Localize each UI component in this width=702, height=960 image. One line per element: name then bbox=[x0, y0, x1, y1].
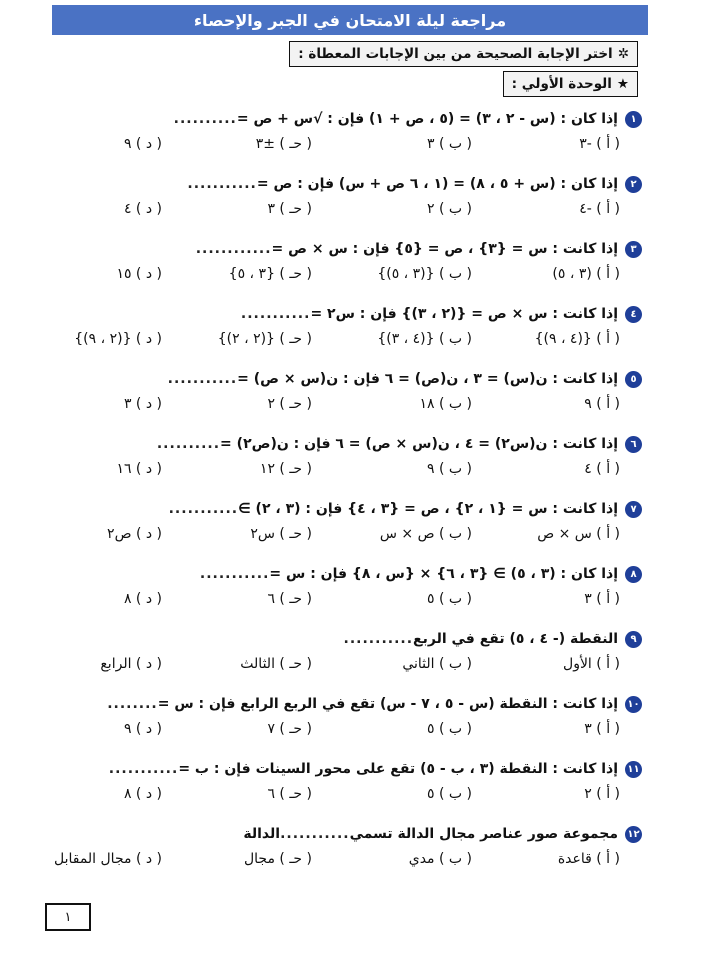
option-a[interactable]: ( أ ) س × ص bbox=[537, 526, 620, 542]
answer-blank: ........... bbox=[199, 566, 270, 582]
options-row bbox=[40, 461, 642, 489]
question-number: ٨ bbox=[625, 566, 642, 583]
question-tail: الدالة bbox=[243, 826, 281, 842]
option-b[interactable]: ( ب ) ٥ bbox=[427, 786, 472, 802]
options-row bbox=[40, 331, 642, 359]
option-a[interactable]: ( أ ) ٣ bbox=[584, 721, 620, 737]
question-text: مجموعة صور عناصر مجال الدالة تسمي bbox=[349, 826, 618, 842]
answer-blank: ............ bbox=[195, 241, 272, 257]
question-7 bbox=[40, 498, 642, 554]
option-d[interactable]: ( د ) مجال المقابل bbox=[53, 851, 162, 867]
option-b[interactable]: ( ب ) ٥ bbox=[427, 591, 472, 607]
option-d[interactable]: ( د ) ٣ bbox=[123, 396, 162, 412]
answer-blank: ........ bbox=[107, 696, 158, 712]
options-row bbox=[40, 656, 642, 684]
question-9 bbox=[40, 628, 642, 684]
options-row bbox=[40, 396, 642, 424]
question-6 bbox=[40, 433, 642, 489]
question-number: ١ bbox=[625, 111, 642, 128]
option-a[interactable]: ( أ ) -٤ bbox=[579, 201, 620, 217]
options-row bbox=[40, 266, 642, 294]
options-row bbox=[40, 136, 642, 164]
option-a[interactable]: ( أ ) الأول bbox=[563, 656, 620, 672]
option-c[interactable]: ( حـ ) مجال bbox=[243, 851, 312, 867]
option-b[interactable]: ( ب ) ص × س bbox=[379, 526, 472, 542]
option-c[interactable]: ( حـ ) ٦ bbox=[267, 591, 312, 607]
option-a[interactable]: ( أ ) -٣ bbox=[579, 136, 620, 152]
question-1 bbox=[40, 108, 642, 164]
question-number: ٥ bbox=[625, 371, 642, 388]
option-b[interactable]: ( ب ) ٥ bbox=[427, 721, 472, 737]
question-text: النقطة (- ٤ ، ٥) تقع في الربع bbox=[413, 631, 618, 647]
question-2 bbox=[40, 173, 642, 229]
question-10 bbox=[40, 693, 642, 749]
question-number: ١٢ bbox=[625, 826, 642, 843]
unit-text: الوحدة الأولي : bbox=[511, 76, 612, 92]
page-number: ١ bbox=[45, 903, 91, 931]
question-text: إذا كانت : ن(س) = ٣ ، ن(ص) = ٦ فإن : ن(س × ص) = bbox=[237, 371, 618, 387]
option-d[interactable]: ( د ) ٩ bbox=[123, 721, 162, 737]
option-c[interactable]: ( حـ ) س٢ bbox=[250, 526, 312, 542]
answer-blank: ........... bbox=[108, 761, 179, 777]
answer-blank: ........... bbox=[280, 826, 350, 842]
question-text: إذا كانت : س = {٣} ، ص = {٥} فإن : س × ص = bbox=[271, 241, 618, 257]
option-c[interactable]: ( حـ ) {(٢ ، ٢)} bbox=[217, 331, 312, 347]
question-12 bbox=[40, 823, 642, 879]
question-4 bbox=[40, 303, 642, 359]
option-d[interactable]: ( د ) ٨ bbox=[123, 786, 162, 802]
question-text: إذا كان : (٣ ، ٥) ∋ {٣ ، ٦} × {س ، ٨} فإن : س = bbox=[269, 566, 618, 582]
asterisk-icon: ✲ bbox=[617, 46, 629, 62]
question-5 bbox=[40, 368, 642, 424]
option-b[interactable]: ( ب ) {(٣ ، ٥)} bbox=[377, 266, 472, 282]
instruction-box bbox=[289, 41, 638, 67]
options-row bbox=[40, 786, 642, 814]
star-icon: ★ bbox=[616, 76, 629, 92]
answer-blank: .......... bbox=[156, 436, 221, 452]
option-a[interactable]: ( أ ) {(٤ ، ٩)} bbox=[534, 331, 620, 347]
option-a[interactable]: ( أ ) قاعدة bbox=[557, 851, 620, 867]
answer-blank: ........... bbox=[240, 306, 311, 322]
answer-blank: ........... bbox=[167, 371, 238, 387]
unit-heading bbox=[503, 71, 638, 97]
option-c[interactable]: ( حـ ) ٧ bbox=[267, 721, 312, 737]
question-text: إذا كان : (س + ٥ ، ٨) = (١ ، ٦ ص + س) فإن : ص = bbox=[256, 176, 618, 192]
option-a[interactable]: ( أ ) ٣ bbox=[584, 591, 620, 607]
question-3 bbox=[40, 238, 642, 294]
option-a[interactable]: ( أ ) ٩ bbox=[584, 396, 620, 412]
question-text: إذا كانت : النقطة (س - ٥ ، ٧ - س) تقع في الربع الرابع فإن : س = bbox=[157, 696, 618, 712]
option-c[interactable]: ( حـ ) ٦ bbox=[267, 786, 312, 802]
option-d[interactable]: ( د ) ١٥ bbox=[116, 266, 162, 282]
option-b[interactable]: ( ب ) ٢ bbox=[427, 201, 472, 217]
options-row bbox=[40, 526, 642, 554]
question-number: ١١ bbox=[625, 761, 642, 778]
options-row bbox=[40, 201, 642, 229]
question-number: ١٠ bbox=[625, 696, 642, 713]
question-text: إذا كانت : النقطة (٣ ، ب - ٥) تقع على محور السينات فإن : ب = bbox=[178, 761, 618, 777]
option-b[interactable]: ( ب ) ٩ bbox=[427, 461, 472, 477]
question-8 bbox=[40, 563, 642, 619]
answer-blank: .......... bbox=[173, 111, 237, 127]
option-d[interactable]: ( د ) الرابع bbox=[100, 656, 162, 672]
option-c[interactable]: ( حـ ) ١٢ bbox=[259, 461, 312, 477]
question-number: ٧ bbox=[625, 501, 642, 518]
options-row bbox=[40, 851, 642, 879]
question-number: ٤ bbox=[625, 306, 642, 323]
option-d[interactable]: ( د ) ٤ bbox=[123, 201, 162, 217]
option-d[interactable]: ( د ) ١٦ bbox=[116, 461, 162, 477]
options-row bbox=[40, 721, 642, 749]
option-b[interactable]: ( ب ) ١٨ bbox=[419, 396, 472, 412]
option-c[interactable]: ( حـ ) ٣ bbox=[267, 201, 312, 217]
option-a[interactable]: ( أ ) ٢ bbox=[584, 786, 620, 802]
option-a[interactable]: ( أ ) ٤ bbox=[584, 461, 620, 477]
question-number: ٦ bbox=[625, 436, 642, 453]
option-c[interactable]: ( حـ ) الثالث bbox=[240, 656, 312, 672]
option-c[interactable]: ( حـ ) {٣ ، ٥} bbox=[228, 266, 312, 282]
answer-blank: ........... bbox=[343, 631, 414, 647]
question-text: إذا كانت : س = {١ ، ٢} ، ص = {٣ ، ٤} فإن : (٣ ، ٢) ∋ bbox=[238, 501, 618, 517]
option-c[interactable]: ( حـ ) ٢ bbox=[267, 396, 312, 412]
option-d[interactable]: ( د ) {(٢ ، ٩)} bbox=[74, 331, 162, 347]
question-text: إذا كانت : ن(س٢) = ٤ ، ن(س × ص) = ٦ فإن : ن(ص٢) = bbox=[220, 436, 618, 452]
option-d[interactable]: ( د ) ٨ bbox=[123, 591, 162, 607]
option-a[interactable]: ( أ ) (٣ ، ٥) bbox=[552, 266, 620, 282]
option-b[interactable]: ( ب ) ٣ bbox=[427, 136, 472, 152]
options-row bbox=[40, 591, 642, 619]
instruction-text: اختر الإجابة الصحيحة من بين الإجابات المعطاة : bbox=[298, 46, 613, 62]
option-b[interactable]: ( ب ) {(٤ ، ٣)} bbox=[377, 331, 472, 347]
question-number: ٩ bbox=[625, 631, 642, 648]
page-title: مراجعة ليلة الامتحان في الجبر والإحصاء bbox=[52, 5, 648, 35]
question-number: ٢ bbox=[625, 176, 642, 193]
option-d[interactable]: ( د ) ص٢ bbox=[107, 526, 162, 542]
option-d[interactable]: ( د ) ٩ bbox=[123, 136, 162, 152]
question-text: إذا كان : (س - ٢ ، ٣) = (٥ ، ص + ١) فإن : √س + ص = bbox=[236, 111, 618, 127]
option-b[interactable]: ( ب ) مدي bbox=[408, 851, 472, 867]
question-number: ٣ bbox=[625, 241, 642, 258]
answer-blank: ........... bbox=[168, 501, 239, 517]
question-11 bbox=[40, 758, 642, 814]
answer-blank: ........... bbox=[187, 176, 257, 192]
option-b[interactable]: ( ب ) الثاني bbox=[402, 656, 472, 672]
question-text: إذا كانت : س × ص = {(٢ ، ٣)} فإن : س٢ = bbox=[310, 306, 618, 322]
option-c[interactable]: ( حـ ) ±٣ bbox=[255, 136, 312, 152]
